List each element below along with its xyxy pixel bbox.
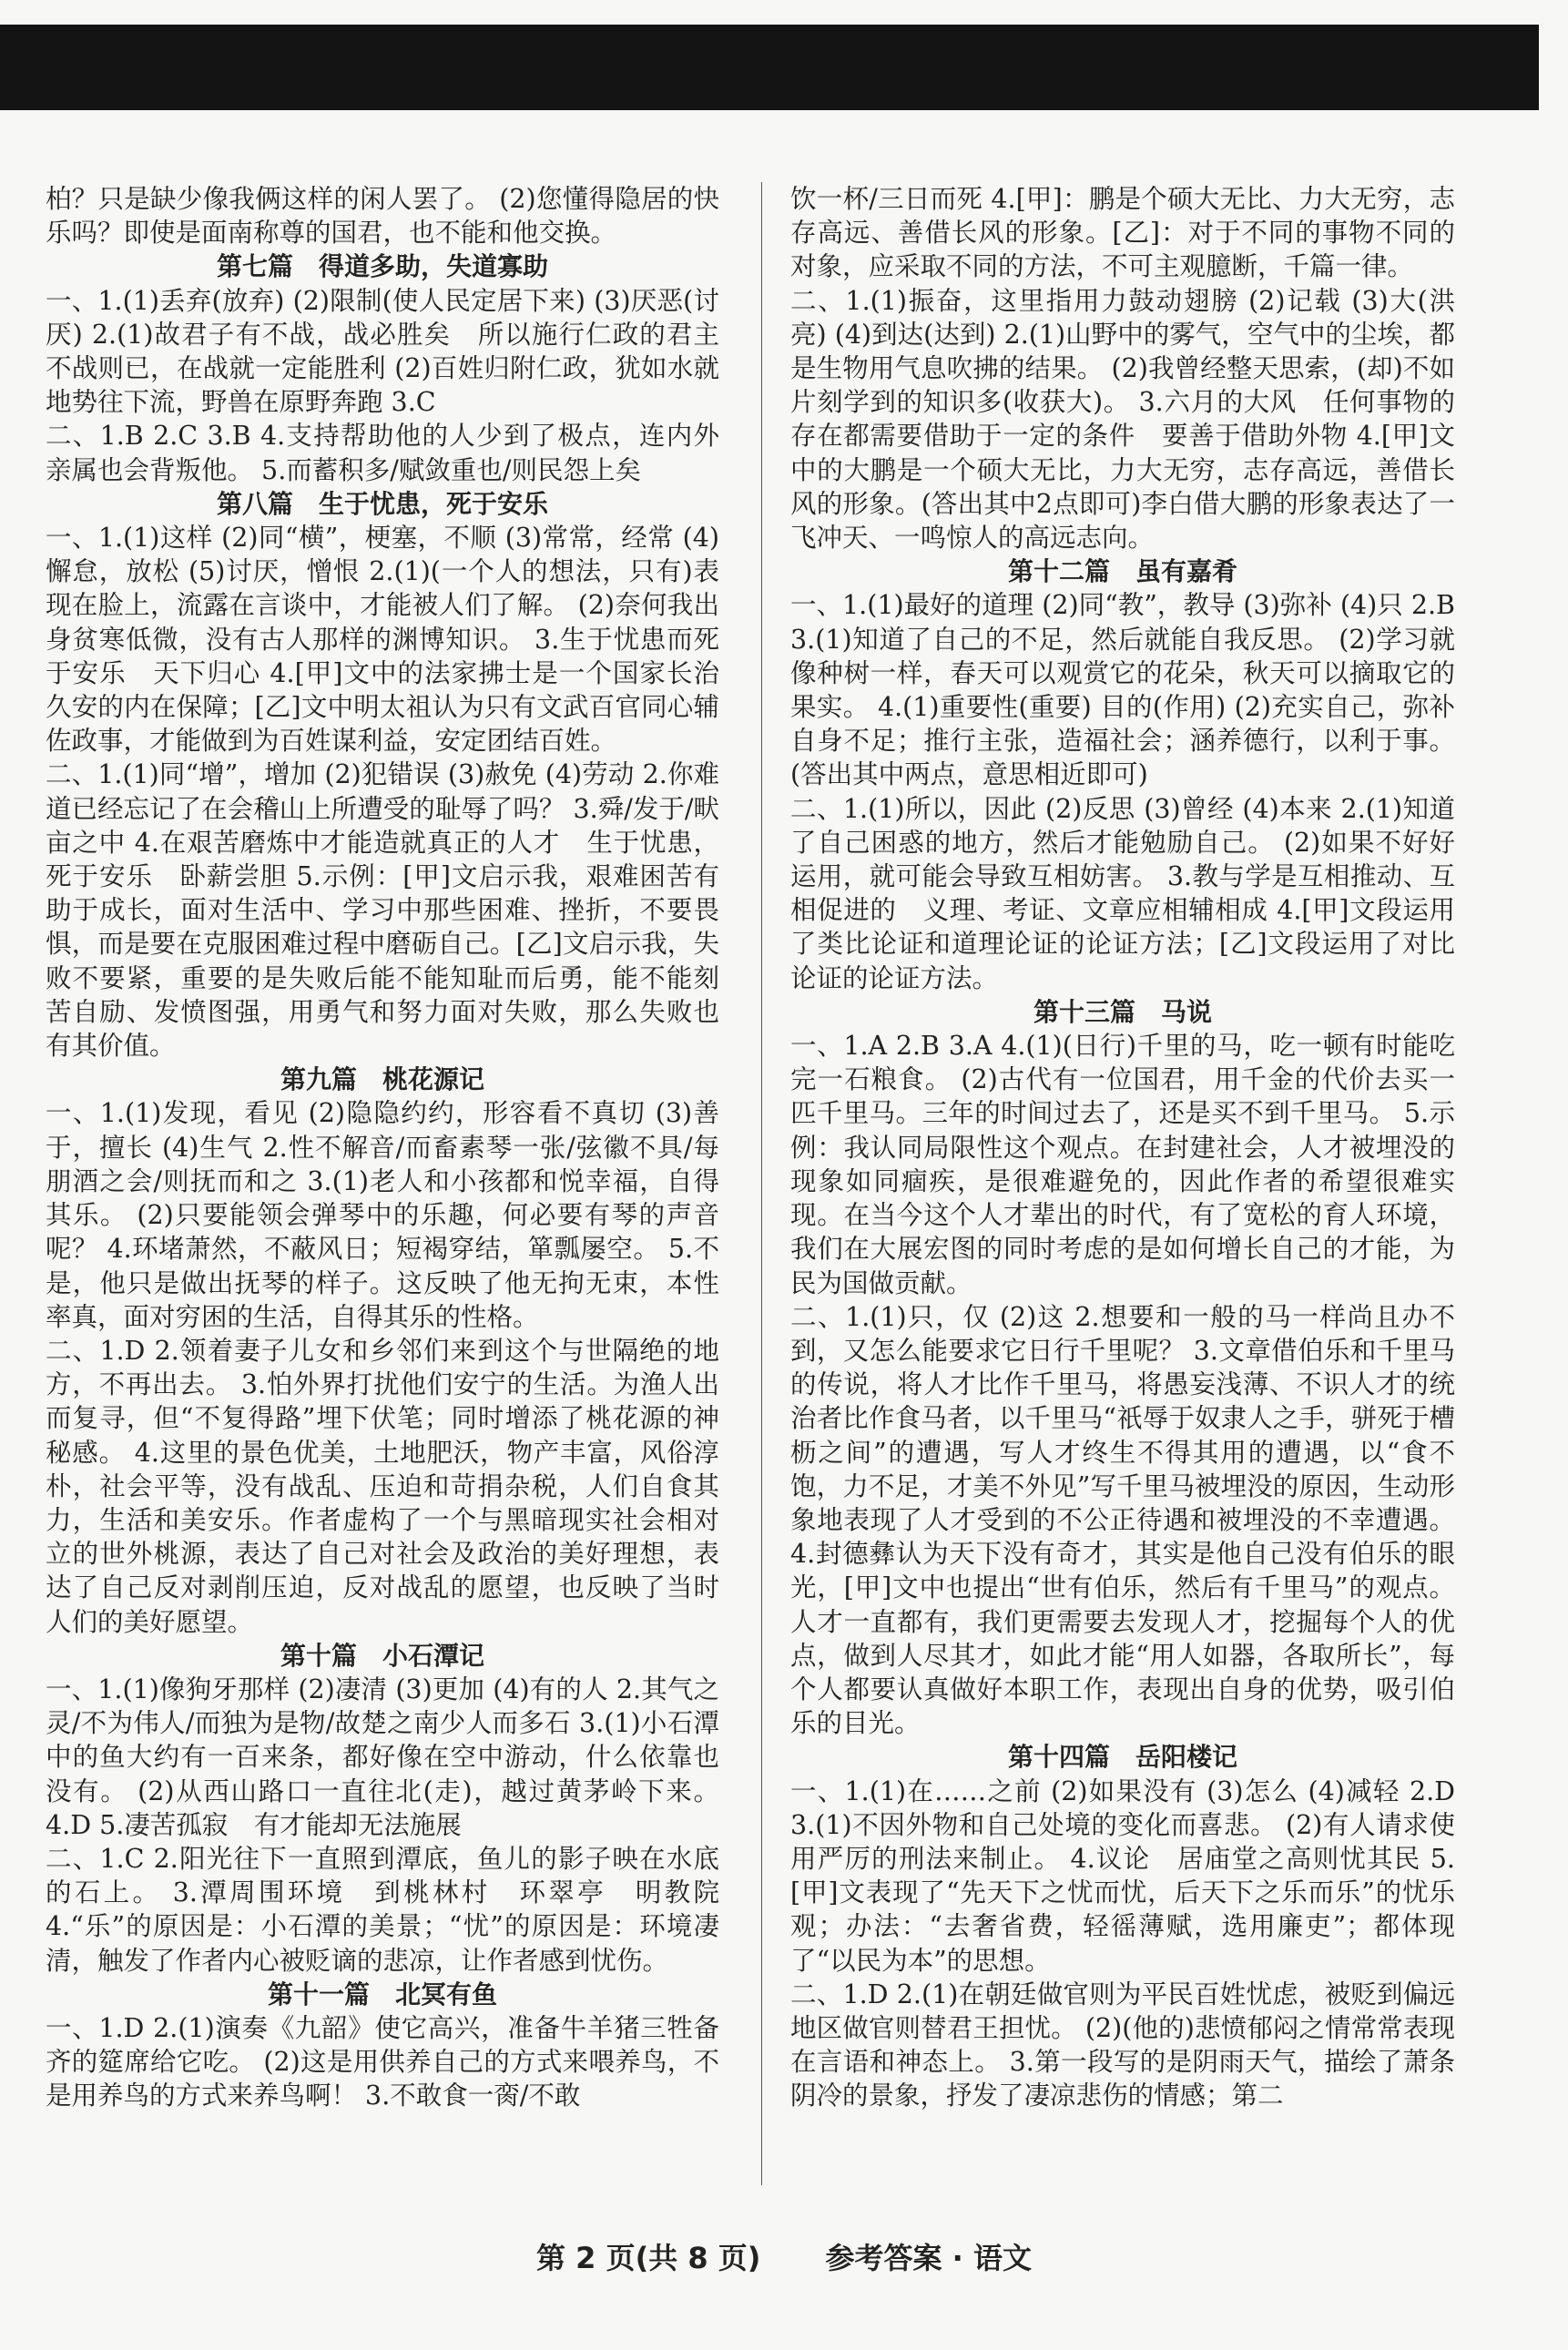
answer-paragraph: 二、1.(1)同“增”，增加 (2)犯错误 (3)赦免 (4)劳动 2.你难道已经忘记了在会稽山上所遭受的耻辱了吗？ 3.舜/发于/畎亩之中 4.在艰苦磨炼中才能造就真正的人才 生于忧患，死于安乐 卧薪尝胆 5.示例：[甲]文启示我，艰难困苦有助于成长，面对生活中、学习中那些困难、挫折，不要畏惧，而是要在克服困难过程中磨砺自己。[乙]文启示我，失败不要紧，重要的是失败后能不能知耻而后勇，能不能刻苦自励、发愤图强，用勇气和努力面对失败，那么失败也有其价值。 — [46, 759, 719, 1062]
answer-paragraph: 一、1.(1)最好的道理 (2)同“教”，教导 (3)弥补 (4)只 2.B 3.(1)知道了自己的不足，然后就能自我反思。 (2)学习就像种树一样，春天可以观赏它的花朵，秋天可以摘取它的果实。 4.(1)重要性(重要) 目的(作用) (2)充实自己，弥补自身不足；推行主张，造福社会；涵养德行，以利于事。(答出其中两点，意思相近即可) — [790, 590, 1456, 790]
answer-paragraph: 二、1.D 2.(1)在朝廷做官则为平民百姓忧虑，被贬到偏远地区做官则替君王担忧。 (2)(他的)悲愤郁闷之情常常表现在言语和神态上。 3.第一段写的是阴雨天气，描绘了萧条阴冷的景象，抒发了凄凉悲伤的情感；第二 — [790, 1979, 1455, 2111]
answer-paragraph: 饮一杯/三日而死 4.[甲]：鹏是个硕大无比、力大无穷，志存高远、善借长风的形象。[乙]：对于不同的事物不同的对象，应采取不同的方法，不可主观臆断，千篇一律。 — [790, 184, 1455, 282]
answer-paragraph: 二、1.C 2.阳光往下一直照到潭底，鱼儿的影子映在水底的石上。 3.潭周围环境 到桃林村 环翠亭 明教院 4.“乐”的原因是：小石潭的美景；“忧”的原因是：环境凄清，触发了作者内心被贬谪的悲凉，让作者感到忧伤。 — [46, 1843, 719, 1976]
top-black-band — [0, 25, 1539, 110]
section-heading: 第九篇 桃花源记 — [280, 1064, 484, 1095]
answer-paragraph: 二、1.(1)只，仅 (2)这 2.想要和一般的马一样尚且办不到，又怎么能要求它日行千里呢？ 3.文章借伯乐和千里马的传说，将人才比作千里马，将愚妄浅薄、不识人才的统治者比作食马者，以千里马“祇辱于奴隶人之手，骈死于槽枥之间”的遭遇，写人才终生不得其用的遭遇，以“食不饱，力不足，才美不外见”写千里马被埋没的原因，生动形象地表现了人才受到的不公正待遇和被埋没的不幸遭遇。 4.封德彝认为天下没有奇才，其实是他自己没有伯乐的眼光，[甲]文中也提出“世有伯乐，然后有千里马”的观点。人才一直都有，我们更需要去发现人才，挖掘每个人的优点，做到人尽其才，如此才能“用人如器，各取所长”，每个人都要认真做好本职工作，表现出自身的优势，吸引伯乐的目光。 — [790, 1301, 1455, 1739]
answer-paragraph: 二、1.(1)振奋，这里指用力鼓动翅膀 (2)记载 (3)大(洪亮) (4)到达(达到) 2.(1)山野中的雾气，空气中的尘埃，都是生物用气息吹拂的结果。 (2)我曾经整天思索，(却)不如片刻学到的知识多(收获大)。 3.六月的大风 任何事物的存在都需要借助于一定的条件 要善于借助外物 4.[甲]文中的大鹏是一个硕大无比，力大无穷，志存高远，善借长风的形象。(答出其中2点即可)李白借大鹏的形象表达了一飞冲天、一鸣惊人的高远志向。 — [790, 285, 1455, 554]
section-heading: 第十二篇 虽有嘉肴 — [1007, 556, 1237, 587]
answer-paragraph: 一、1.(1)在……之前 (2)如果没有 (3)怎么 (4)减轻 2.D 3.(1)不因外物和自己处境的变化而喜悲。 (2)有人请求使用严厉的刑法来制止。 4.议论 居庙堂之高则忧其民 5.[甲]文表现了“先天下之忧而忧，后天下之乐而乐”的忧乐观；办法：“去奢省费，轻徭薄赋，选用廉吏”；都体现了“以民为本”的思想。 — [790, 1775, 1455, 1976]
answer-paragraph: 二、1.D 2.领着妻子儿女和乡邻们来到这个与世隔绝的地方，不再出去。 3.怕外界打扰他们安宁的生活。为渔人出而复寻，但“不复得路”埋下伏笔；同时增添了桃花源的神秘感。 4.这里的景色优美，土地肥沃，物产丰富，风俗淳朴，社会平等，没有战乱、压迫和苛捐杂税，人们自食其力，生活和美安乐。作者虚构了一个与黑暗现实社会相对立的世外桃源，表达了自己对社会及政治的美好理想，表达了自己反对剥削压迫，反对战乱的愿望，也反映了当时人们的美好愿望。 — [46, 1335, 719, 1637]
answer-paragraph: 二、1.(1)所以，因此 (2)反思 (3)曾经 (4)本来 2.(1)知道了自己困惑的地方，然后才能勉励自己。 (2)如果不好好运用，就可能会导致互相妨害。 3.教与学是互相推动、互相促进的 义理、考证、文章应相辅相成 4.[甲]文段运用了类比论证和道理论证的论证方法；[乙]文段运用了对比论证的论证方法。 — [790, 793, 1455, 993]
page-number: 第 2 页(共 8 页) — [536, 2241, 761, 2275]
section-heading: 第十四篇 岳阳楼记 — [1007, 1742, 1237, 1773]
section-heading: 第十篇 小石潭记 — [280, 1640, 484, 1671]
left-column — [46, 182, 719, 2113]
answer-paragraph: 一、1.(1)丢弃(放弃) (2)限制(使人民定居下来) (3)厌恶(讨厌) 2.(1)故君子有不战，战必胜矣 所以施行仁政的君主不战则已，在战就一定能胜利 (2)百姓归附仁政，犹如水就地势往下流，野兽在原野奔跑 3.C — [46, 285, 719, 418]
answer-paragraph: 一、1.(1)像狗牙那样 (2)凄清 (3)更加 (4)有的人 2.其气之灵/不为伟人/而独为是物/故楚之南少人而多石 3.(1)小石潭中的鱼大约有一百来条，都好像在空中游动，什么依靠也没有。 (2)从西山路口一直往北(走)，越过黄茅岭下来。 4.D 5.凄苦孤寂 有才能却无法施展 — [46, 1673, 719, 1840]
answer-paragraph: 柏？只是缺少像我俩这样的闲人罢了。 (2)您懂得隐居的快乐吗？即使是面南称尊的国君，也不能和他交换。 — [46, 184, 719, 249]
answer-paragraph: 一、1.D 2.(1)演奏《九韶》使它高兴，准备牛羊猪三牲备齐的筵席给它吃。 (2)这是用供养自己的方式来喂养鸟，不是用养鸟的方式来养鸟啊！ 3.不敢食一脔/不敢 — [46, 2012, 719, 2111]
page-footer — [0, 2235, 1568, 2277]
section-heading: 第八篇 生于忧患，死于安乐 — [216, 488, 548, 519]
section-heading: 第十一篇 北冥有鱼 — [267, 1979, 497, 2009]
right-column — [790, 182, 1455, 2113]
section-heading: 第七篇 得道多助，失道寡助 — [216, 251, 548, 282]
answer-paragraph: 一、1.(1)这样 (2)同“横”，梗塞，不顺 (3)常常，经常 (4)懈怠，放松 (5)讨厌，憎恨 2.(1)(一个人的想法，只有)表现在脸上，流露在言谈中，才能被人们了解。 (2)奈何我出身贫寒低微，没有古人那样的渊博知识。 3.生于忧患而死于安乐 天下归心 4.[甲]文中的法家拂士是一个国家长治久安的内在保障；[乙]文中明太祖认为只有文武百官同心辅佐政事，才能做到为百姓谋利益，安定团结百姓。 — [46, 523, 719, 757]
section-heading: 第十三篇 马说 — [1033, 996, 1212, 1027]
answer-paragraph: 二、1.B 2.C 3.B 4.支持帮助他的人少到了极点，连内外亲属也会背叛他。 5.而蓄积多/赋敛重也/则民怨上矣 — [46, 421, 719, 485]
column-divider — [761, 182, 762, 2185]
footer-title: 参考答案 · 语文 — [825, 2241, 1032, 2275]
answer-paragraph: 一、1.(1)发现，看见 (2)隐隐约约，形容看不真切 (3)善于，擅长 (4)生气 2.性不解音/而畜素琴一张/弦徽不具/每朋酒之会/则抚而和之 3.(1)老人和小孩都和悦幸福，自得其乐。 (2)只要能领会弹琴中的乐趣，何必要有琴的声音呢？ 4.环堵萧然，不蔽风日；短褐穿结，箪瓢屡空。 5.不是，他只是做出抚琴的样子。这反映了他无拘无束，本性率真，面对穷困的生活，自得其乐的性格。 — [46, 1098, 719, 1332]
answer-paragraph: 一、1.A 2.B 3.A 4.(1)(日行)千里的马，吃一顿有时能吃完一石粮食。 (2)古代有一位国君，用千金的代价去买一匹千里马。三年的时间过去了，还是买不到千里马。 5.示例：我认同局限性这个观点。在封建社会，人才被埋没的现象如同痼疾，是很难避免的，因此作者的希望很难实现。在当今这个人才辈出的时代，有了宽松的育人环境，我们在大展宏图的同时考虑的是如何增长自己的才能，为民为国做贡献。 — [790, 1031, 1455, 1298]
